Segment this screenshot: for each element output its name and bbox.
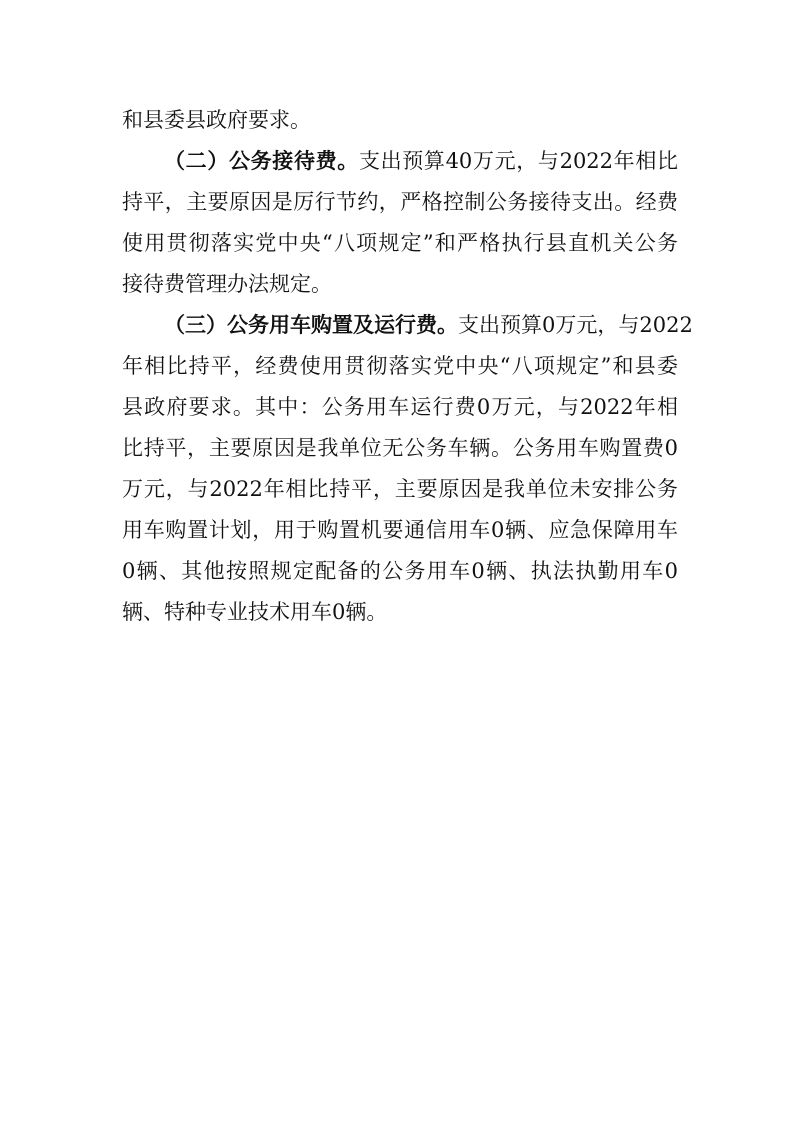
line-text: 0辆、其他按照规定配备的公务用车0辆、执法执勤用车0 [122,559,678,583]
section-heading-line [164,305,693,345]
line-text: 和县委县政府要求。 [122,108,311,132]
paragraph-line [122,264,678,304]
line-text: 比持平，主要原因是我单位无公务车辆。公务用车购置费0 [122,436,678,460]
section-heading: （三）公务用车购置及运行费。 [164,312,458,337]
line-text: 用车购置计划，用于购置机要通信用车0辆、应急保障用车 [122,518,678,542]
paragraph-line [122,592,678,632]
section-heading: （二）公务接待费。 [164,148,359,173]
paragraph-line [122,346,678,386]
paragraph-line [122,551,678,591]
line-text: 辆、特种专业技术用车0辆。 [122,600,388,624]
paragraph-line [122,510,678,550]
line-text: 年相比持平，经费使用贯彻落实党中央“八项规定”和县委 [122,354,678,378]
line-text: 支出预算0万元，与2022 [458,313,693,337]
line-text: 县政府要求。其中：公务用车运行费0万元，与2022年相 [122,395,678,419]
paragraph-line [122,223,678,263]
section-heading-line [164,141,678,181]
paragraph-line [122,469,678,509]
line-text: 支出预算40万元，与2022年相比 [358,149,679,173]
paragraph-line [122,428,678,468]
line-text: 接待费管理办法规定。 [122,272,332,296]
line-text: 万元，与2022年相比持平，主要原因是我单位未安排公务 [122,477,678,501]
paragraph-line [122,100,678,140]
line-text: 持平，主要原因是厉行节约，严格控制公务接待支出。经费 [122,190,678,214]
paragraph-line [122,387,678,427]
line-text: 使用贯彻落实党中央“八项规定”和严格执行县直机关公务 [122,231,678,255]
paragraph-line [122,182,678,222]
